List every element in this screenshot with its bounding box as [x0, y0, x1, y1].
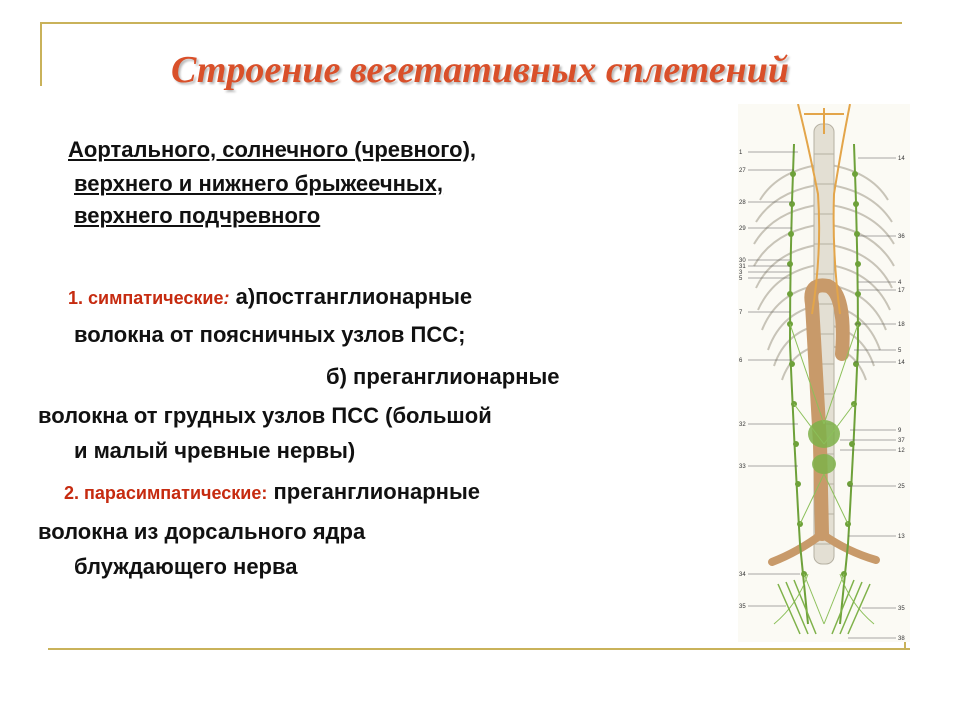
figure-label: 28 — [739, 200, 746, 206]
figure-label: 6 — [739, 358, 743, 364]
sympathetic-label: 1. симпатические — [68, 288, 224, 308]
figure-label: 13 — [898, 534, 905, 540]
figure-label: 12 — [898, 448, 905, 454]
spine-nerve-figure — [738, 104, 910, 642]
figure-labels-left — [739, 150, 746, 610]
figure-label: 7 — [739, 310, 743, 316]
figure-label: 36 — [898, 234, 905, 240]
figure-label: 5 — [898, 348, 902, 354]
sympathetic-a-cont: волокна от поясничных узлов ПСС; — [74, 322, 466, 347]
slide-title: Строение вегетативных сплетений — [170, 49, 790, 91]
figure-labels-right — [898, 156, 905, 642]
parasympathetic-label: 2. парасимпатические: — [64, 483, 268, 503]
figure-label: 9 — [898, 428, 902, 434]
sympathetic-b-cont-2: и малый чревные нервы) — [74, 438, 356, 463]
figure-label: 38 — [898, 636, 905, 642]
subtitle-line-2: верхнего и нижнего брыжеечных, — [74, 171, 444, 196]
figure-label: 5 — [739, 276, 743, 282]
sympathetic-b-cont-1: волокна от грудных узлов ПСС (большой — [38, 403, 492, 428]
figure-label: 30 — [739, 258, 746, 264]
figure-label: 25 — [898, 484, 905, 490]
figure-label: 14 — [898, 360, 905, 366]
parasympathetic-cont-1: волокна из дорсального ядра — [38, 519, 366, 544]
sympathetic-colon: : — [223, 288, 230, 308]
figure-label: 35 — [898, 606, 905, 612]
figure-label: 37 — [898, 438, 905, 444]
sympathetic-b-text: б) преганглионарные — [326, 364, 560, 389]
figure-label: 32 — [739, 422, 746, 428]
sympathetic-a-text: а)постганглионарные — [235, 284, 473, 309]
figure-label: 1 — [739, 150, 743, 156]
figure-label: 35 — [739, 604, 746, 610]
celiac-plexus — [808, 420, 840, 474]
figure-label: 34 — [739, 572, 746, 578]
parasympathetic-row — [64, 479, 480, 505]
pelvic-plexus — [778, 580, 870, 634]
frame-bottom-line — [48, 648, 910, 650]
frame-top-line — [40, 22, 902, 24]
sympathetic-row — [68, 284, 472, 310]
parasympathetic-text: преганглионарные — [273, 479, 480, 504]
subtitle-line-1: Аортального, солнечного (чревного), — [68, 137, 477, 162]
figure-label: 29 — [739, 226, 746, 232]
figure-label: 33 — [739, 464, 746, 470]
figure-label: 18 — [898, 322, 905, 328]
figure-label: 17 — [898, 288, 905, 294]
figure-label: 31 — [739, 264, 746, 270]
figure-label: 3 — [739, 270, 743, 276]
parasympathetic-cont-2: блуждающего нерва — [74, 554, 298, 579]
figure-label: 27 — [739, 168, 746, 174]
autonomic-plexus-illustration — [738, 104, 910, 642]
figure-label: 14 — [898, 156, 905, 162]
figure-label: 4 — [898, 280, 902, 286]
subtitle-line-3: верхнего подчревного — [74, 203, 321, 228]
